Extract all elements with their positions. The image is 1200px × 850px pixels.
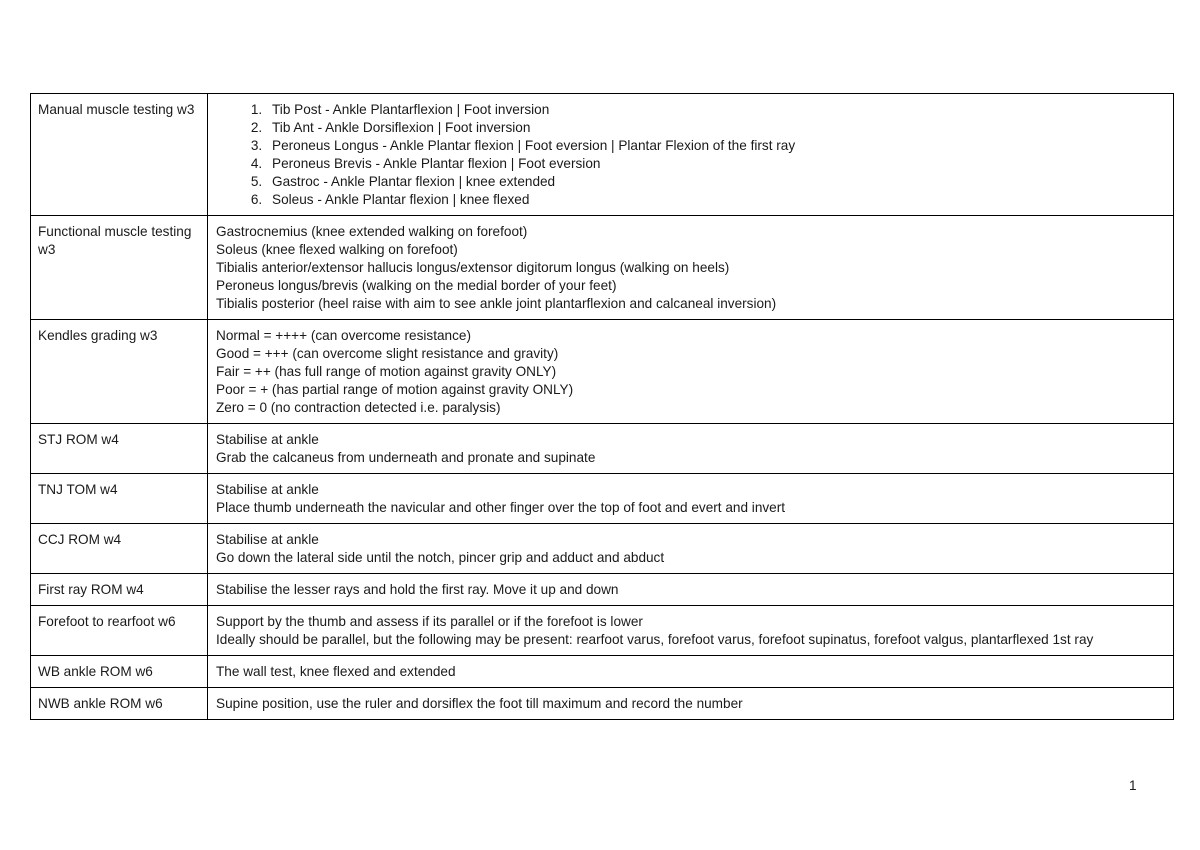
table-row	[31, 94, 1174, 216]
row-description	[208, 424, 1174, 474]
description-line: Stabilise at ankle	[216, 532, 319, 547]
description-line: Normal = ++++ (can overcome resistance)	[216, 328, 471, 343]
description-line: Peroneus longus/brevis (walking on the medial border of your feet)	[216, 278, 617, 293]
row-label: STJ ROM w4	[31, 424, 208, 474]
numbered-list	[216, 101, 1166, 209]
table-row	[31, 574, 1174, 606]
description-line: Place thumb underneath the navicular and other finger over the top of foot and evert and invert	[216, 500, 786, 515]
table-row	[31, 320, 1174, 424]
table-row	[31, 474, 1174, 524]
row-label: CCJ ROM w4	[31, 524, 208, 574]
description-line: Grab the calcaneus from underneath and pronate and supinate	[216, 450, 596, 465]
description-line: Gastrocnemius (knee extended walking on forefoot)	[216, 224, 528, 239]
table-row	[31, 606, 1174, 656]
description-line: Tibialis anterior/extensor hallucis longus/extensor digitorum longus (walking on heels)	[216, 260, 730, 275]
description-line: Poor = + (has partial range of motion against gravity ONLY)	[216, 382, 574, 397]
row-description	[208, 656, 1174, 688]
list-item: 5. Gastroc - Ankle Plantar flexion | knee extended	[266, 173, 1166, 191]
list-item: 4. Peroneus Brevis - Ankle Plantar flexion | Foot eversion	[266, 155, 1166, 173]
description-line: Stabilise the lesser rays and hold the first ray. Move it up and down	[216, 582, 619, 597]
page-number: 1	[1129, 778, 1137, 793]
row-label: Kendles grading w3	[31, 320, 208, 424]
description-line: Support by the thumb and assess if its parallel or if the forefoot is lower	[216, 614, 643, 629]
row-label: NWB ankle ROM w6	[31, 688, 208, 720]
row-description	[208, 94, 1174, 216]
row-label: Manual muscle testing w3	[31, 94, 208, 216]
description-line: Supine position, use the ruler and dorsiflex the foot till maximum and record the number	[216, 696, 743, 711]
row-description	[208, 320, 1174, 424]
list-item: 6. Soleus - Ankle Plantar flexion | knee flexed	[266, 191, 1166, 209]
table-row	[31, 656, 1174, 688]
description-line: Stabilise at ankle	[216, 432, 319, 447]
row-description	[208, 688, 1174, 720]
description-line: Stabilise at ankle	[216, 482, 319, 497]
row-label: First ray ROM w4	[31, 574, 208, 606]
list-item: 1. Tib Post - Ankle Plantarflexion | Foot inversion	[266, 101, 1166, 119]
assessment-table	[30, 93, 1174, 720]
list-item: 3. Peroneus Longus - Ankle Plantar flexion | Foot eversion | Plantar Flexion of the first ray	[266, 137, 1166, 155]
row-description	[208, 216, 1174, 320]
row-description	[208, 574, 1174, 606]
table-row	[31, 216, 1174, 320]
description-line: Tibialis posterior (heel raise with aim to see ankle joint plantarflexion and calcaneal inversion)	[216, 296, 777, 311]
row-label: WB ankle ROM w6	[31, 656, 208, 688]
description-line: Ideally should be parallel, but the following may be present: rearfoot varus, forefoot varus, forefoot supinatus, forefoot valgus, plantarflexed 1st ray	[216, 632, 1094, 647]
description-line: Zero = 0 (no contraction detected i.e. paralysis)	[216, 400, 501, 415]
row-description	[208, 524, 1174, 574]
table-row	[31, 424, 1174, 474]
row-label: Forefoot to rearfoot w6	[31, 606, 208, 656]
description-line: Fair = ++ (has full range of motion against gravity ONLY)	[216, 364, 557, 379]
table-row	[31, 688, 1174, 720]
row-description	[208, 474, 1174, 524]
row-description	[208, 606, 1174, 656]
description-line: Good = +++ (can overcome slight resistance and gravity)	[216, 346, 559, 361]
table-row	[31, 524, 1174, 574]
description-line: Soleus (knee flexed walking on forefoot)	[216, 242, 458, 257]
list-item: 2. Tib Ant - Ankle Dorsiflexion | Foot inversion	[266, 119, 1166, 137]
row-label: TNJ TOM w4	[31, 474, 208, 524]
description-line: The wall test, knee flexed and extended	[216, 664, 456, 679]
description-line: Go down the lateral side until the notch, pincer grip and adduct and abduct	[216, 550, 665, 565]
row-label: Functional muscle testing w3	[31, 216, 208, 320]
